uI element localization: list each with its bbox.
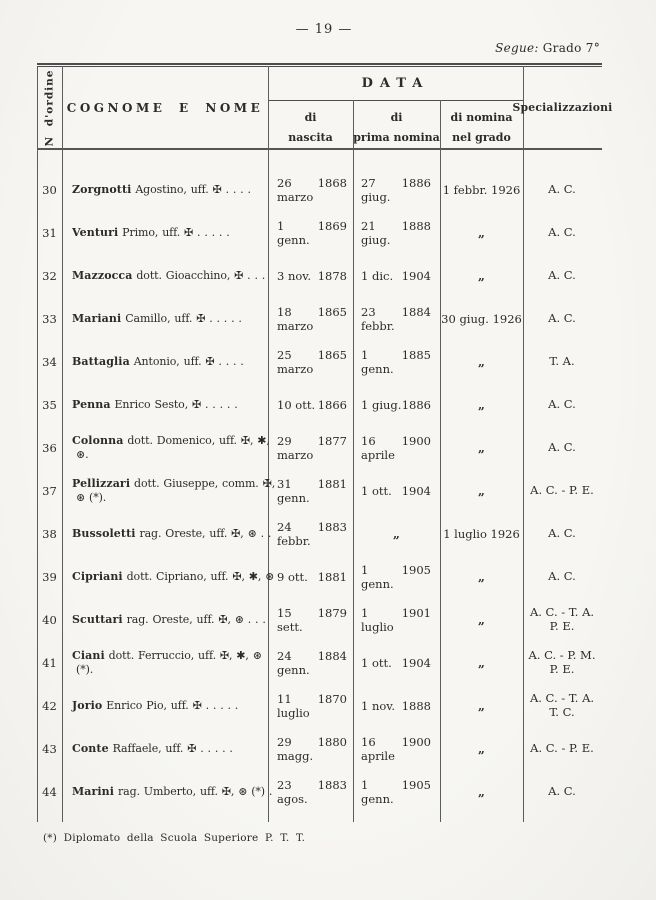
table-row xyxy=(37,512,602,555)
surname: Jorio xyxy=(72,698,103,712)
table-body xyxy=(37,168,602,813)
column-header-data-group: DATA xyxy=(361,75,430,91)
column-header-order-number: N d'ordine xyxy=(43,69,56,146)
person-name: Venturi Primo, uff. ✠ . . . . . xyxy=(72,225,230,239)
table-row xyxy=(37,684,602,727)
specializations: A. C. - P. E. xyxy=(530,482,594,497)
surname: Ciani xyxy=(72,648,105,662)
person-name: Cipriani dott. Cipriano, uff. ✠, ✱, ⊛ xyxy=(72,569,275,583)
birth-date: 11 luglio 1870 xyxy=(277,691,347,720)
table-row xyxy=(37,168,602,211)
page-number: — 19 — xyxy=(295,22,353,37)
first-appointment-date: 1 genn. 1905 xyxy=(361,777,431,806)
person-name: Conte Raffaele, uff. ✠ . . . . . xyxy=(72,741,233,755)
specializations: A. C. xyxy=(548,783,576,798)
person-name-line2: ⊛. xyxy=(76,447,89,461)
table-row xyxy=(37,641,602,684)
row-number: 32 xyxy=(42,268,57,283)
first-appointment-date: 27 giug. 1886 xyxy=(361,175,431,204)
person-name: Pellizzari dott. Giuseppe, comm. ✠, ⊛ (*). xyxy=(72,476,276,504)
table-row xyxy=(37,297,602,340)
specializations: A. C. xyxy=(548,525,576,540)
continuation-note xyxy=(495,41,600,55)
birth-date: 25 marzo 1865 xyxy=(277,347,347,376)
surname: Scuttari xyxy=(72,612,123,626)
first-appointment-date: 16 aprile 1900 xyxy=(361,433,431,462)
surname: Mazzocca xyxy=(72,268,133,282)
person-name: Scuttari rag. Oreste, uff. ✠, ⊛ . . . xyxy=(72,612,266,626)
grade-appointment-date: „ xyxy=(478,354,485,369)
grade-appointment-date: 1 febbr. 1926 xyxy=(442,182,521,197)
row-number: 36 xyxy=(42,440,57,455)
grade-appointment-date: „ xyxy=(478,569,485,584)
row-number: 44 xyxy=(42,784,57,799)
first-appointment-date: 1 luglio 1901 xyxy=(361,605,431,634)
person-name: Ciani dott. Ferruccio, uff. ✠, ✱, ⊛ (*). xyxy=(62,649,268,677)
first-appointment-date: 1 giug. 1886 xyxy=(361,397,431,412)
surname: Conte xyxy=(72,741,109,755)
birth-date: 31 genn. 1881 xyxy=(277,476,347,505)
row-number: 41 xyxy=(42,655,57,670)
grade-appointment-date: „ xyxy=(478,440,485,455)
table-top-rule-thick xyxy=(37,63,602,65)
specializations: A. C. xyxy=(548,568,576,583)
row-number: 43 xyxy=(42,741,57,756)
birth-date: 18 marzo 1865 xyxy=(277,304,347,333)
row-number: 40 xyxy=(42,612,57,627)
specializations: A. C. - P. M. P. E. xyxy=(528,648,596,676)
birth-date: 26 marzo 1868 xyxy=(277,175,347,204)
person-name-line2: ⊛ (*). xyxy=(76,490,107,504)
table-row xyxy=(37,383,602,426)
person-name: Zorgnotti Agostino, uff. ✠ . . . . xyxy=(72,182,251,196)
row-number: 38 xyxy=(42,526,57,541)
grade-appointment-date: „ xyxy=(478,225,485,240)
birth-date: 24 genn. 1884 xyxy=(277,648,347,677)
surname: Zorgnotti xyxy=(72,182,132,196)
birth-date: 24 febbr. 1883 xyxy=(277,519,347,548)
surname: Colonna xyxy=(72,433,124,447)
birth-date: 10 ott. 1866 xyxy=(277,397,347,412)
person-name: Jorio Enrico Pio, uff. ✠ . . . . . xyxy=(72,698,239,712)
header-bottom-rule xyxy=(37,148,602,150)
person-name: Mazzocca dott. Gioacchino, ✠ . . . xyxy=(72,268,266,282)
specializations: A. C. xyxy=(548,310,576,325)
grade-appointment-date: „ xyxy=(478,483,485,498)
grade-appointment-date: „ xyxy=(478,268,485,283)
surname: Pellizzari xyxy=(72,476,131,490)
table-row xyxy=(37,727,602,770)
grade-appointment-date: „ xyxy=(478,612,485,627)
person-name: Penna Enrico Sesto, ✠ . . . . . xyxy=(72,397,238,411)
specializations: T. A. xyxy=(549,353,575,368)
person-name: Battaglia Antonio, uff. ✠ . . . . xyxy=(72,354,244,368)
row-number: 39 xyxy=(42,569,57,584)
surname: Battaglia xyxy=(72,354,130,368)
grade-appointment-date: „ xyxy=(478,784,485,799)
first-appointment-date: 1 genn. 1885 xyxy=(361,347,431,376)
row-number: 35 xyxy=(42,397,57,412)
specializations: A. C. xyxy=(548,181,576,196)
first-appointment-date: 1 ott. 1904 xyxy=(361,655,431,670)
specializations: A. C. xyxy=(548,396,576,411)
column-header-specializations: Specializzazioni xyxy=(512,101,613,114)
table-row xyxy=(37,340,602,383)
first-appointment-date: 23 febbr. 1884 xyxy=(361,304,431,333)
column-header-grade-appointment: di nomina nel grado xyxy=(450,111,513,144)
grade-appointment-date: „ xyxy=(478,741,485,756)
column-header-first-appointment: di prima nomina xyxy=(353,111,440,144)
birth-date: 9 ott. 1881 xyxy=(277,569,347,584)
segue-label: Segue: xyxy=(495,41,539,55)
birth-date: 1 genn. 1869 xyxy=(277,218,347,247)
specializations: A. C. xyxy=(548,224,576,239)
row-number: 33 xyxy=(42,311,57,326)
first-appointment-date: 21 giug. 1888 xyxy=(361,218,431,247)
grade-appointment-date: „ xyxy=(478,397,485,412)
birth-date: 23 agos. 1883 xyxy=(277,777,347,806)
table-row xyxy=(37,555,602,598)
table-row xyxy=(37,426,602,469)
surname: Penna xyxy=(72,397,111,411)
grade-appointment-date: 1 luglio 1926 xyxy=(443,526,520,541)
grade-appointment-date: „ xyxy=(478,698,485,713)
row-number: 42 xyxy=(42,698,57,713)
birth-date: 15 sett. 1879 xyxy=(277,605,347,634)
row-number: 34 xyxy=(42,354,57,369)
surname: Mariani xyxy=(72,311,122,325)
specializations: A. C. - P. E. xyxy=(530,740,594,755)
first-appointment-date: 16 aprile 1900 xyxy=(361,734,431,763)
surname: Marini xyxy=(72,784,115,798)
table-row xyxy=(37,598,602,641)
table-row xyxy=(37,770,602,813)
birth-date: 29 marzo 1877 xyxy=(277,433,347,462)
person-name: Colonna dott. Domenico, uff. ✠, ✱, ⊛. xyxy=(72,433,270,461)
grade-label: Grado 7° xyxy=(542,41,600,55)
table-row xyxy=(37,254,602,297)
footnote: (*) Diplomato della Scuola Superiore P. T. T. xyxy=(43,832,306,844)
surname: Bussoletti xyxy=(72,526,136,540)
person-name: Mariani Camillo, uff. ✠ . . . . . xyxy=(72,311,242,325)
person-name: Marini rag. Umberto, uff. ✠, ⊛ (*) . xyxy=(72,784,273,798)
first-appointment-date: 1 nov. 1888 xyxy=(361,698,431,713)
specializations: A. C. xyxy=(548,267,576,282)
first-appointment-date: „ xyxy=(393,526,400,541)
column-header-birth-date: di nascita xyxy=(288,111,333,144)
grade-appointment-date: 30 giug. 1926 xyxy=(441,311,522,326)
specializations: A. C. - T. A. T. C. xyxy=(529,691,595,719)
person-name-line2: (*). xyxy=(76,662,94,676)
row-number: 37 xyxy=(42,483,57,498)
birth-date: 29 magg. 1880 xyxy=(277,734,347,763)
grade-appointment-date: „ xyxy=(478,655,485,670)
first-appointment-date: 1 genn. 1905 xyxy=(361,562,431,591)
table-row xyxy=(37,469,602,512)
column-header-name: COGNOME E NOME xyxy=(66,100,264,115)
specializations: A. C. - T. A. P. E. xyxy=(529,605,595,633)
first-appointment-date: 1 ott. 1904 xyxy=(361,483,431,498)
surname: Venturi xyxy=(72,225,119,239)
person-name: Bussoletti rag. Oreste, uff. ✠, ⊛ . . xyxy=(72,526,272,540)
row-number: 31 xyxy=(42,225,57,240)
specializations: A. C. xyxy=(548,439,576,454)
row-number: 30 xyxy=(42,182,57,197)
table-row xyxy=(37,211,602,254)
birth-date: 3 nov. 1878 xyxy=(277,268,347,283)
first-appointment-date: 1 dic. 1904 xyxy=(361,268,431,283)
surname: Cipriani xyxy=(72,569,123,583)
